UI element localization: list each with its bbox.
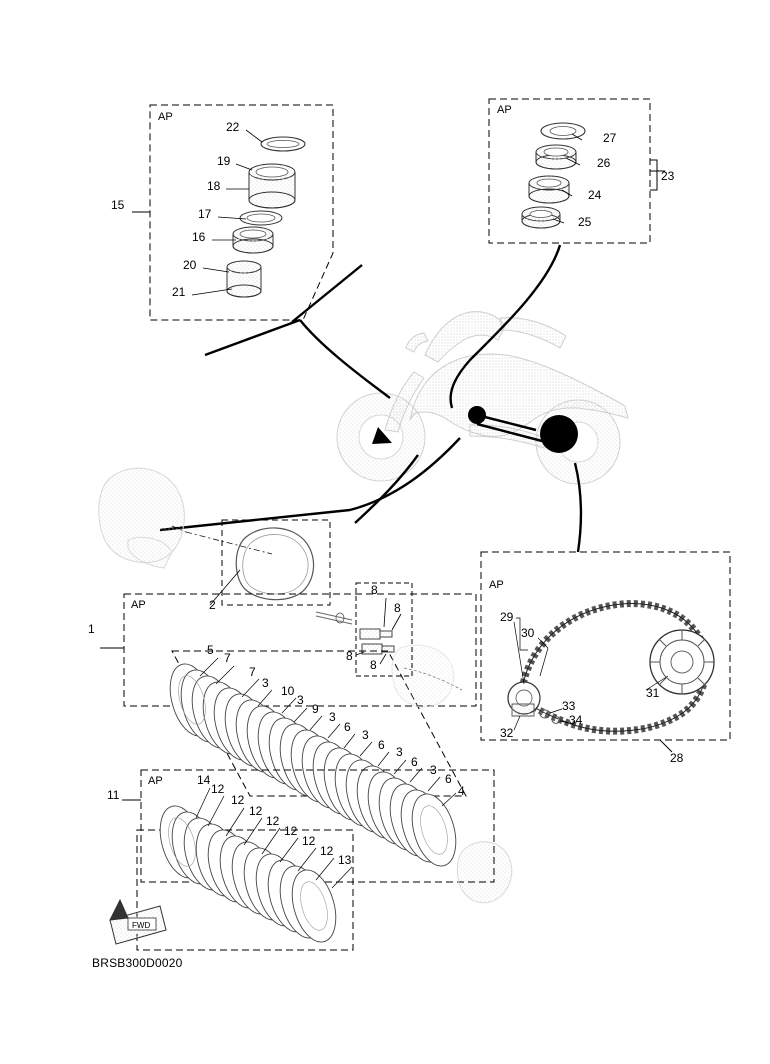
callout-34: 34 [569, 713, 583, 727]
callout-22: 22 [226, 120, 240, 134]
callout-5: 5 [207, 643, 214, 657]
callout-8c: 8 [346, 649, 353, 663]
ap-tag-upper-right: AP [497, 104, 512, 116]
callout-6d: 6 [445, 772, 452, 786]
callout-3a: 3 [262, 676, 269, 690]
callout-14: 14 [197, 773, 211, 787]
callout-31: 31 [646, 686, 660, 700]
callout-13: 13 [338, 853, 352, 867]
callout-12b: 12 [231, 793, 245, 807]
callout-7a: 7 [224, 651, 231, 665]
callout-4: 4 [458, 784, 465, 798]
callout-12d: 12 [266, 814, 280, 828]
callout-33: 33 [562, 699, 576, 713]
motorcycle-silhouette [337, 312, 628, 484]
engine-case-ghost [99, 468, 272, 568]
ap-box-upper-right [489, 99, 650, 243]
callout-24: 24 [588, 188, 602, 202]
callout-32: 32 [500, 726, 514, 740]
callout-28: 28 [670, 751, 684, 765]
ap-tag-upper-left: AP [158, 111, 173, 123]
callout-12e: 12 [284, 824, 298, 838]
callout-30: 30 [521, 626, 535, 640]
callout-26: 26 [597, 156, 611, 170]
callout-18: 18 [207, 179, 221, 193]
callout-3b: 3 [297, 693, 304, 707]
callout-9: 9 [312, 702, 319, 716]
callout-12c: 12 [249, 804, 263, 818]
callout-12g: 12 [320, 844, 334, 858]
callout-21: 21 [172, 285, 186, 299]
callout-27: 27 [603, 131, 617, 145]
callout-2: 2 [209, 598, 216, 612]
drive-chain-group [508, 604, 714, 732]
callout-29: 29 [500, 610, 514, 624]
callout-12a: 12 [211, 782, 225, 796]
ap-tag-chain: AP [489, 579, 504, 591]
fwd-label: FWD [132, 921, 151, 930]
callout-16: 16 [192, 230, 206, 244]
callout-8a: 8 [371, 583, 378, 597]
ap-tag-clutch-plates: AP [131, 599, 146, 611]
clutch-cover-gasket-group [210, 520, 330, 605]
callout-20: 20 [183, 258, 197, 272]
callout-8b: 8 [394, 601, 401, 615]
callout-11: 11 [107, 788, 120, 802]
diagram-part-code: BRSB300D0020 [92, 956, 183, 970]
callout-3d: 3 [362, 728, 369, 742]
callout-15: 15 [111, 198, 125, 212]
callout-3e: 3 [396, 745, 403, 759]
callout-8d: 8 [370, 658, 377, 672]
callout-6c: 6 [411, 755, 418, 769]
callout-6b: 6 [378, 738, 385, 752]
callout-3f: 3 [430, 763, 437, 777]
oil-seal-assembly-group [522, 123, 585, 228]
callout-23: 23 [661, 169, 675, 183]
ap-tag-friction-plates: AP [148, 775, 163, 787]
callout-3c: 3 [329, 710, 336, 724]
callout-19: 19 [217, 154, 231, 168]
callout-12f: 12 [302, 834, 316, 848]
callout-6a: 6 [344, 720, 351, 734]
callout-1: 1 [88, 622, 95, 636]
callout-7b: 7 [249, 665, 256, 679]
callout-17: 17 [198, 207, 212, 221]
callout-10: 10 [281, 684, 295, 698]
callout-25: 25 [578, 215, 592, 229]
